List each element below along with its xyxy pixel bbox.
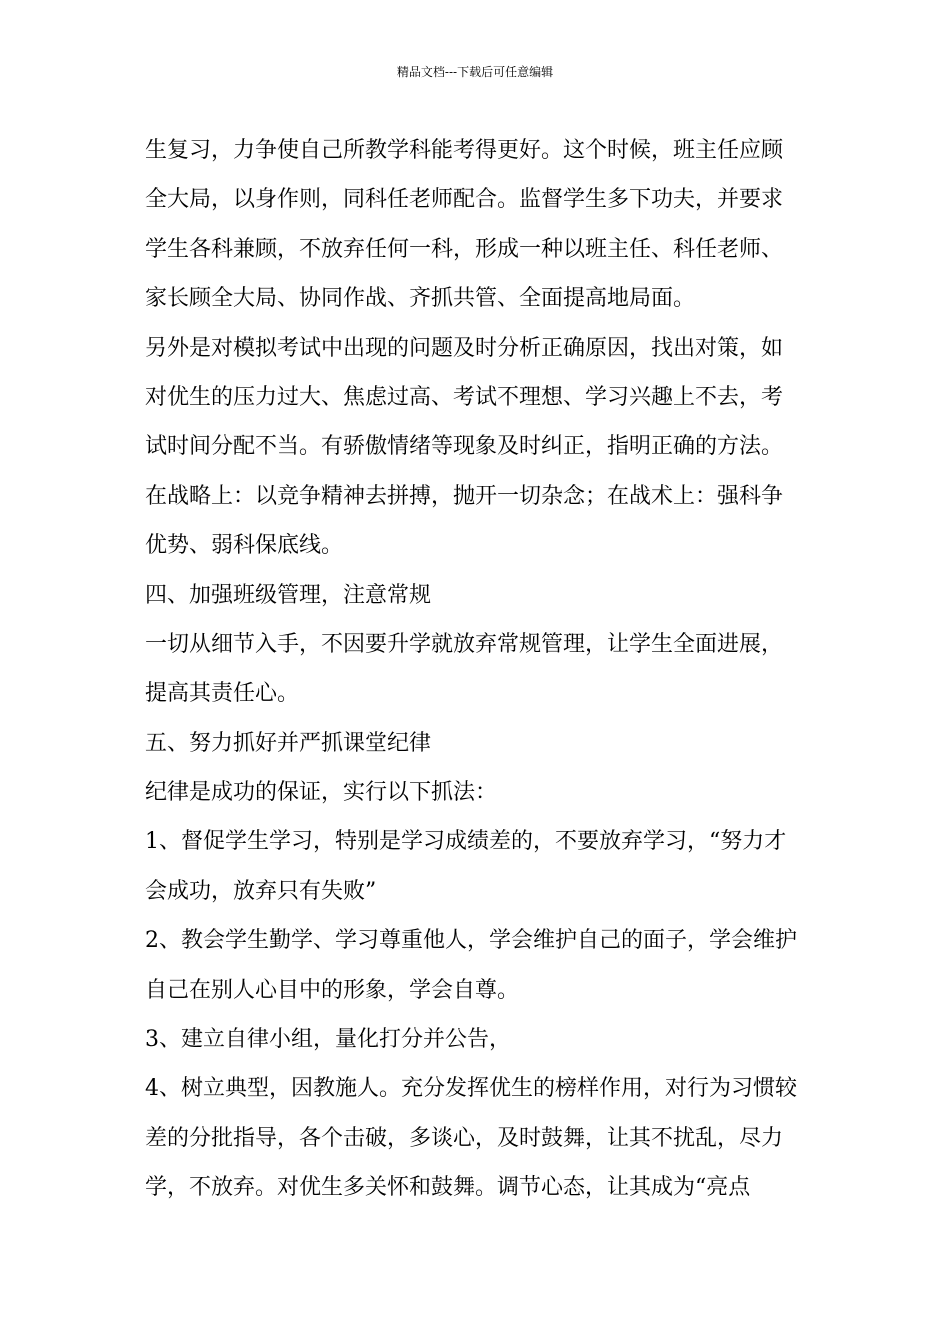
text-line: 试时间分配不当。有骄傲情绪等现象及时纠正，指明正确的方法。 bbox=[145, 434, 784, 460]
list-item: 4、树立典型，因教施人。充分发挥优生的榜样作用，对行为习惯较 bbox=[145, 1076, 797, 1102]
text-line: 自己在别人心目中的形象，学会自尊。 bbox=[145, 977, 520, 1003]
text-line: 在战略上：以竞争精神去拼搏，抛开一切杂念；在战术上：强科争 bbox=[145, 483, 784, 509]
text-line: 提高其责任心。 bbox=[145, 681, 300, 707]
text-line: 一切从细节入手，不因要升学就放弃常规管理，让学生全面进展， bbox=[145, 631, 784, 657]
section-heading: 四、加强班级管理，注意常规 bbox=[145, 582, 432, 608]
text-line: 生复习，力争使自己所教学科能考得更好。这个时候，班主任应顾 bbox=[145, 138, 784, 163]
document-body bbox=[145, 126, 810, 1213]
text-line: 学生各科兼顾，不放弃任何一科，形成一种以班主任、科任老师、 bbox=[145, 236, 784, 262]
text-line: 学，不放弃。对优生多关怀和鼓舞。调节心态，让其成为“亮点 bbox=[145, 1175, 751, 1201]
list-item: 1、督促学生学习，特别是学习成绩差的，不要放弃学习，“努力才 bbox=[145, 829, 787, 855]
text-line: 全大局，以身作则，同科任老师配合。监督学生多下功夫，并要求 bbox=[145, 187, 784, 213]
text-line: 优势、弱科保底线。 bbox=[145, 533, 344, 559]
page-header: 精品文档---下载后可任意编辑 bbox=[396, 65, 554, 79]
text-line: 纪律是成功的保证，实行以下抓法： bbox=[145, 780, 498, 806]
text-line: 差的分批指导，各个击破，多谈心，及时鼓舞，让其不扰乱，尽力 bbox=[145, 1125, 784, 1151]
list-item: 3、建立自律小组，量化打分并公告， bbox=[145, 1027, 511, 1053]
text-line: 另外是对模拟考试中出现的问题及时分析正确原因，找出对策，如 bbox=[145, 335, 784, 361]
text-line: 对优生的压力过大、焦虑过高、考试不理想、学习兴趣上不去，考 bbox=[145, 384, 784, 410]
text-line: 会成功，放弃只有失败” bbox=[145, 878, 377, 904]
section-heading: 五、努力抓好并严抓课堂纪律 bbox=[145, 730, 432, 756]
text-line: 家长顾全大局、协同作战、齐抓共管、全面提高地局面。 bbox=[145, 286, 696, 312]
list-item: 2、教会学生勤学、学习尊重他人，学会维护自己的面子，学会维护 bbox=[145, 928, 797, 954]
